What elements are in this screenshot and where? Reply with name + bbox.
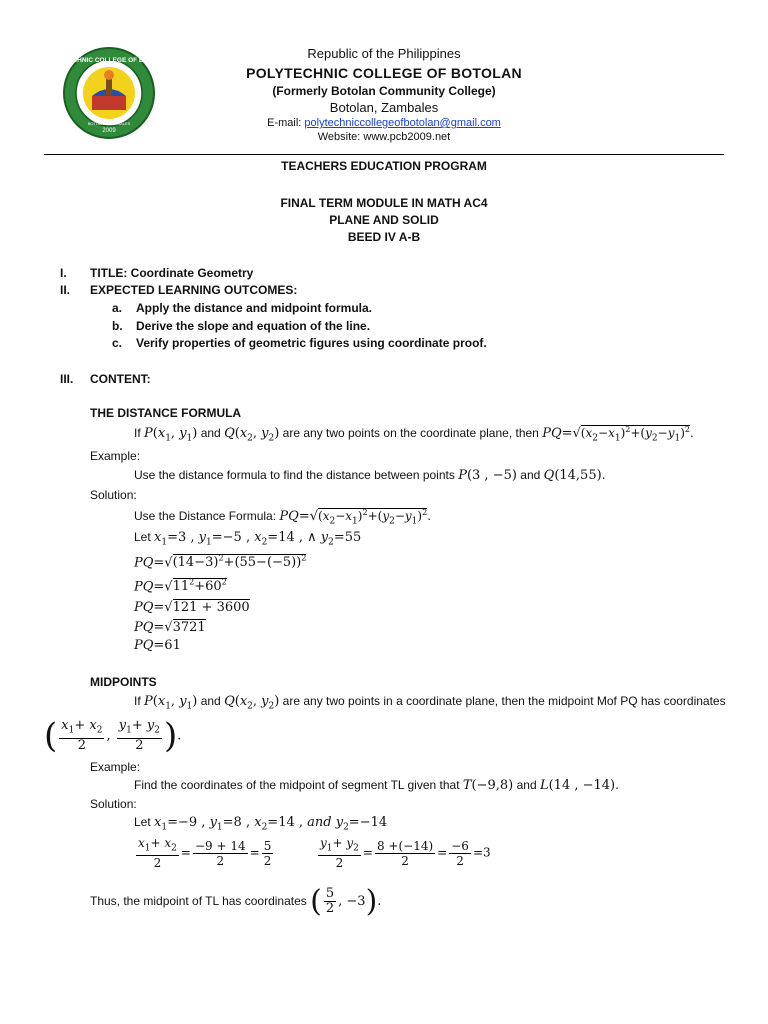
outcome-item: Apply the distance and midpoint formula. — [136, 301, 373, 315]
distance-solution-label: Solution: — [90, 488, 137, 502]
example-text: Use the distance formula to find the distance between points — [134, 468, 455, 482]
midpoint-solution-label: Solution: — [90, 797, 137, 811]
distance-let: Let $x_1=3$ , $y_1=-5$ , $x_2=14$ , ∧ $y_2=55$ — [134, 530, 362, 548]
module-title: FINAL TERM MODULE IN MATH AC4 — [280, 196, 488, 210]
distance-step: PQ=√121 + 3600 — [134, 600, 250, 615]
outcome-item: Derive the slope and equation of the line. — [136, 319, 371, 333]
content-heading: CONTENT: — [90, 372, 151, 386]
outcome-letter: b. — [112, 319, 123, 333]
seal-location: BOTOLAN, ZAMBALES — [87, 121, 131, 126]
email-label: E-mail: — [267, 117, 305, 129]
outcomes-heading: EXPECTED LEARNING OUTCOMES: — [90, 283, 298, 297]
midpoint-y-calc: $\frac{y_1+ y_2}{2}$ = $\frac{8 +(-14)}{2}$ = $\frac{-6}{2}$ =3 — [320, 836, 491, 871]
outline-num-2: II. — [60, 283, 71, 297]
seal-year: 2009 — [102, 128, 116, 134]
let-label: Let — [134, 530, 151, 544]
thus-text: Thus, the midpoint of TL has coordinates — [90, 894, 307, 908]
college-name: POLYTECHNIC COLLEGE OF BOTOLAN — [246, 65, 522, 81]
midpoints-heading: MIDPOINTS — [90, 675, 157, 689]
midpoint-intro: If $P(x_1$, $y_1$) and $Q(x_2$, $y_2$) are any two points in a coordinate plane, then the midpoint Mof PQ has coordinates — [134, 694, 726, 712]
distance-heading: THE DISTANCE FORMULA — [90, 406, 242, 420]
header-divider — [44, 154, 724, 155]
midpoint-x-calc: $\frac{x_1+ x_2}{2}$ = $\frac{-9 + 14}{2}$ = $\frac{5}{2}$ — [138, 836, 272, 871]
republic-line: Republic of the Philippines — [307, 46, 461, 61]
intro-mid: are any two points in a coordinate plane, then the midpoint Mof PQ has coordinates — [282, 694, 726, 708]
seal-title: POLYTECHNIC COLLEGE OF BOTOLAN — [47, 57, 171, 64]
midpoint-example: Find the coordinates of the midpoint of segment TL given that T(−9,8) and L(14 , −14). — [134, 778, 619, 793]
use-label: Use the Distance Formula: — [134, 509, 277, 523]
distance-intro: If $P(x_1$, $y_1$) and $Q(x_2$, $y_2$) are any two points on the coordinate plane, then $PQ=√(x_2-x_1)^2+(y_2-y_1)^2$. — [134, 425, 694, 444]
module-section: BEED IV A-B — [347, 230, 421, 244]
outcome-letter: c. — [112, 336, 123, 350]
midpoint-let: Let $x_1=-9$ , $y_1=8$ , $x_2=14$ , and $y_2=-14$ — [134, 815, 388, 833]
distance-step: PQ=61 — [134, 638, 181, 653]
email-link[interactable]: polytechniccollegeofbotolan@gmail.com — [304, 117, 501, 129]
midpoint-conclusion: Thus, the midpoint of TL has coordinates ( $\frac{5}{2}$ , −3). — [90, 884, 382, 919]
let-label: Let — [134, 815, 151, 829]
distance-example: Use the distance formula to find the distance between points P(3 , −5) and Q(14,55). — [134, 468, 606, 483]
midpoint-example-label: Example: — [90, 760, 141, 774]
intro-if: If — [134, 694, 141, 708]
title-line: TITLE: Coordinate Geometry — [90, 266, 254, 280]
module-subtitle: PLANE AND SOLID — [329, 213, 439, 227]
website-line: Website: www.pcb2009.net — [317, 131, 451, 143]
distance-example-label: Example: — [90, 449, 141, 463]
example-text: Find the coordinates of the midpoint of segment TL given that — [134, 778, 460, 792]
intro-mid: are any two points on the coordinate plane, then — [282, 426, 539, 440]
formerly-name: (Formerly Botolan Community College) — [272, 84, 496, 98]
distance-step: PQ=√3721 — [134, 620, 206, 635]
midpoint-formula: ( $\frac{x_1+ x_2}{2}$ , $\frac{y_1+ y_2}{2}$ ). — [44, 716, 182, 756]
college-location: Botolan, Zambales — [329, 100, 439, 115]
distance-step: $PQ=√(14-3)^2+(55-(-5))^2$ — [134, 554, 307, 571]
intro-if: If — [134, 426, 141, 440]
outline-num-1: I. — [60, 266, 67, 280]
program-title: TEACHERS EDUCATION PROGRAM — [281, 159, 487, 173]
distance-use-formula: Use the Distance Formula: $PQ=√(x_2-x_1)^2+(y_2-y_1)^2$. — [134, 508, 432, 527]
outcome-item: Verify properties of geometric figures using coordinate proof. — [136, 336, 487, 350]
outcome-letter: a. — [112, 301, 123, 315]
email-line — [0, 117, 768, 129]
distance-step: $PQ=√11^2+60^2$ — [134, 578, 227, 595]
outline-num-3: III. — [60, 372, 74, 386]
